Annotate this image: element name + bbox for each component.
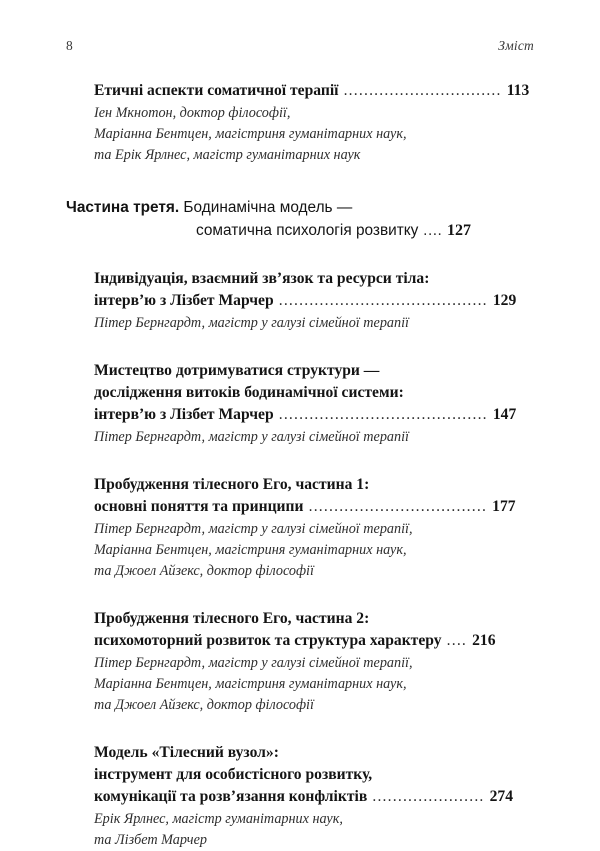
toc-entry-authors (94, 519, 534, 582)
author-line: та Ерік Ярлнес, магістр гуманітарних наук (94, 147, 361, 163)
part-title-second-line: соматична психологія розвитку (196, 222, 419, 239)
toc-entry-authors (94, 103, 534, 166)
part-heading[interactable] (66, 196, 534, 242)
running-head (66, 38, 534, 58)
toc-entry-authors (94, 427, 534, 448)
toc-entry-title-line (94, 404, 534, 426)
toc-entry[interactable] (66, 360, 534, 448)
table-of-contents (66, 80, 534, 851)
page-number-reference[interactable]: 274 (489, 788, 514, 805)
dot-leader: .... (418, 222, 448, 239)
running-head-title: Зміст (498, 38, 534, 53)
author-line: та Джоел Айзекс, доктор філософії (94, 563, 314, 579)
dot-leader: ............................... (338, 82, 507, 99)
author-line: Ерік Ярлнес, магістр гуманітарних наук, (94, 811, 343, 827)
author-line: та Джоел Айзекс, доктор філософії (94, 697, 314, 713)
toc-entry-title-line (94, 742, 534, 764)
page-number-reference[interactable]: 147 (492, 406, 517, 423)
toc-entry-authors (94, 313, 534, 334)
toc-entry-title[interactable] (94, 742, 534, 808)
toc-entry-title-text: основні поняття та принципи (94, 498, 304, 515)
author-line: Маріанна Бентцен, магістриня гуманітарних наук, (94, 126, 407, 142)
toc-entry-authors (94, 653, 534, 716)
page-number-reference[interactable]: 216 (472, 632, 496, 649)
dot-leader: .... (441, 632, 473, 649)
toc-entry-title-line (94, 786, 534, 808)
toc-entry-title-line (94, 382, 534, 404)
toc-entry-title-line (94, 630, 534, 652)
toc-entry-title-text: Пробудження тілесного Его, частина 1: (94, 476, 370, 493)
toc-entry-title[interactable] (94, 608, 534, 652)
toc-entry-title-line (94, 290, 534, 312)
toc-entry-title[interactable] (94, 360, 534, 426)
toc-entry-title-line (94, 360, 534, 382)
toc-entry-title-text: інтерв’ю з Лізбет Марчер (94, 292, 274, 309)
toc-entry-title-text: Етичні аспекти соматичної терапії (94, 82, 339, 99)
part-label: Частина третя. (66, 199, 180, 216)
toc-entry-title-line (94, 764, 534, 786)
toc-entry-title[interactable] (94, 268, 534, 312)
dot-leader: ......................................... (273, 292, 493, 309)
toc-entry-title-text: Модель «Тілесний вузол»: (94, 744, 279, 761)
part-heading-line-2 (66, 219, 534, 242)
toc-entry-title-line (94, 474, 534, 496)
page-number-reference[interactable]: 129 (492, 292, 517, 309)
author-line: Маріанна Бентцен, магістриня гуманітарних наук, (94, 542, 407, 558)
toc-entry-title-line (94, 80, 534, 102)
toc-entry-title-line (94, 496, 534, 518)
page-number-reference[interactable]: 113 (506, 82, 530, 99)
toc-entry[interactable] (66, 268, 534, 334)
toc-entry-title-text: інструмент для особистісного розвитку, (94, 766, 373, 783)
dot-leader: ................................... (303, 498, 493, 515)
page-number: 8 (66, 38, 73, 53)
author-line: Пітер Бернгардт, магістр у галузі сімейної терапії (94, 429, 409, 445)
author-line: Пітер Бернгардт, магістр у галузі сімейної терапії (94, 315, 409, 331)
toc-entry-title[interactable] (94, 80, 534, 102)
toc-entry-title-text: Індивідуація, взаємний зв’язок та ресурси тіла: (94, 270, 430, 287)
toc-entry-title-text: інтерв’ю з Лізбет Марчер (94, 406, 274, 423)
toc-entry-title-text: комунікації та розв’язання конфліктів (94, 788, 368, 805)
toc-entry[interactable] (66, 608, 534, 716)
dot-leader: ......................................... (273, 406, 493, 423)
author-line: Пітер Бернгардт, магістр у галузі сімейної терапії, (94, 655, 413, 671)
toc-entry-title-text: Мистецтво дотримуватися структури — (94, 362, 380, 379)
toc-entry[interactable] (66, 742, 534, 851)
page-number-reference[interactable]: 177 (492, 498, 516, 515)
author-line: Пітер Бернгардт, магістр у галузі сімейної терапії, (94, 521, 413, 537)
toc-entry-title[interactable] (94, 474, 534, 518)
toc-entry-title-text: Пробудження тілесного Его, частина 2: (94, 610, 370, 627)
toc-entry-title-text: психомоторний розвиток та структура характеру (94, 632, 442, 649)
toc-entry-authors (94, 809, 534, 851)
part-heading-line-1 (66, 199, 352, 216)
toc-entry[interactable] (66, 80, 534, 166)
part-title-first-line: Бодинамічна модель — (179, 199, 353, 216)
author-line: Іен Мкнотон, доктор філософії, (94, 105, 291, 121)
author-line: та Лізбет Марчер (94, 832, 207, 848)
toc-entry[interactable] (66, 474, 534, 582)
dot-leader: ...................... (367, 788, 490, 805)
toc-entry-title-text: дослідження витоків бодинамічної системи: (94, 384, 404, 401)
toc-entry-title-line (94, 608, 534, 630)
toc-entry-title-line (94, 268, 534, 290)
page-number-reference[interactable]: 127 (447, 222, 472, 239)
author-line: Маріанна Бентцен, магістриня гуманітарних наук, (94, 676, 407, 692)
